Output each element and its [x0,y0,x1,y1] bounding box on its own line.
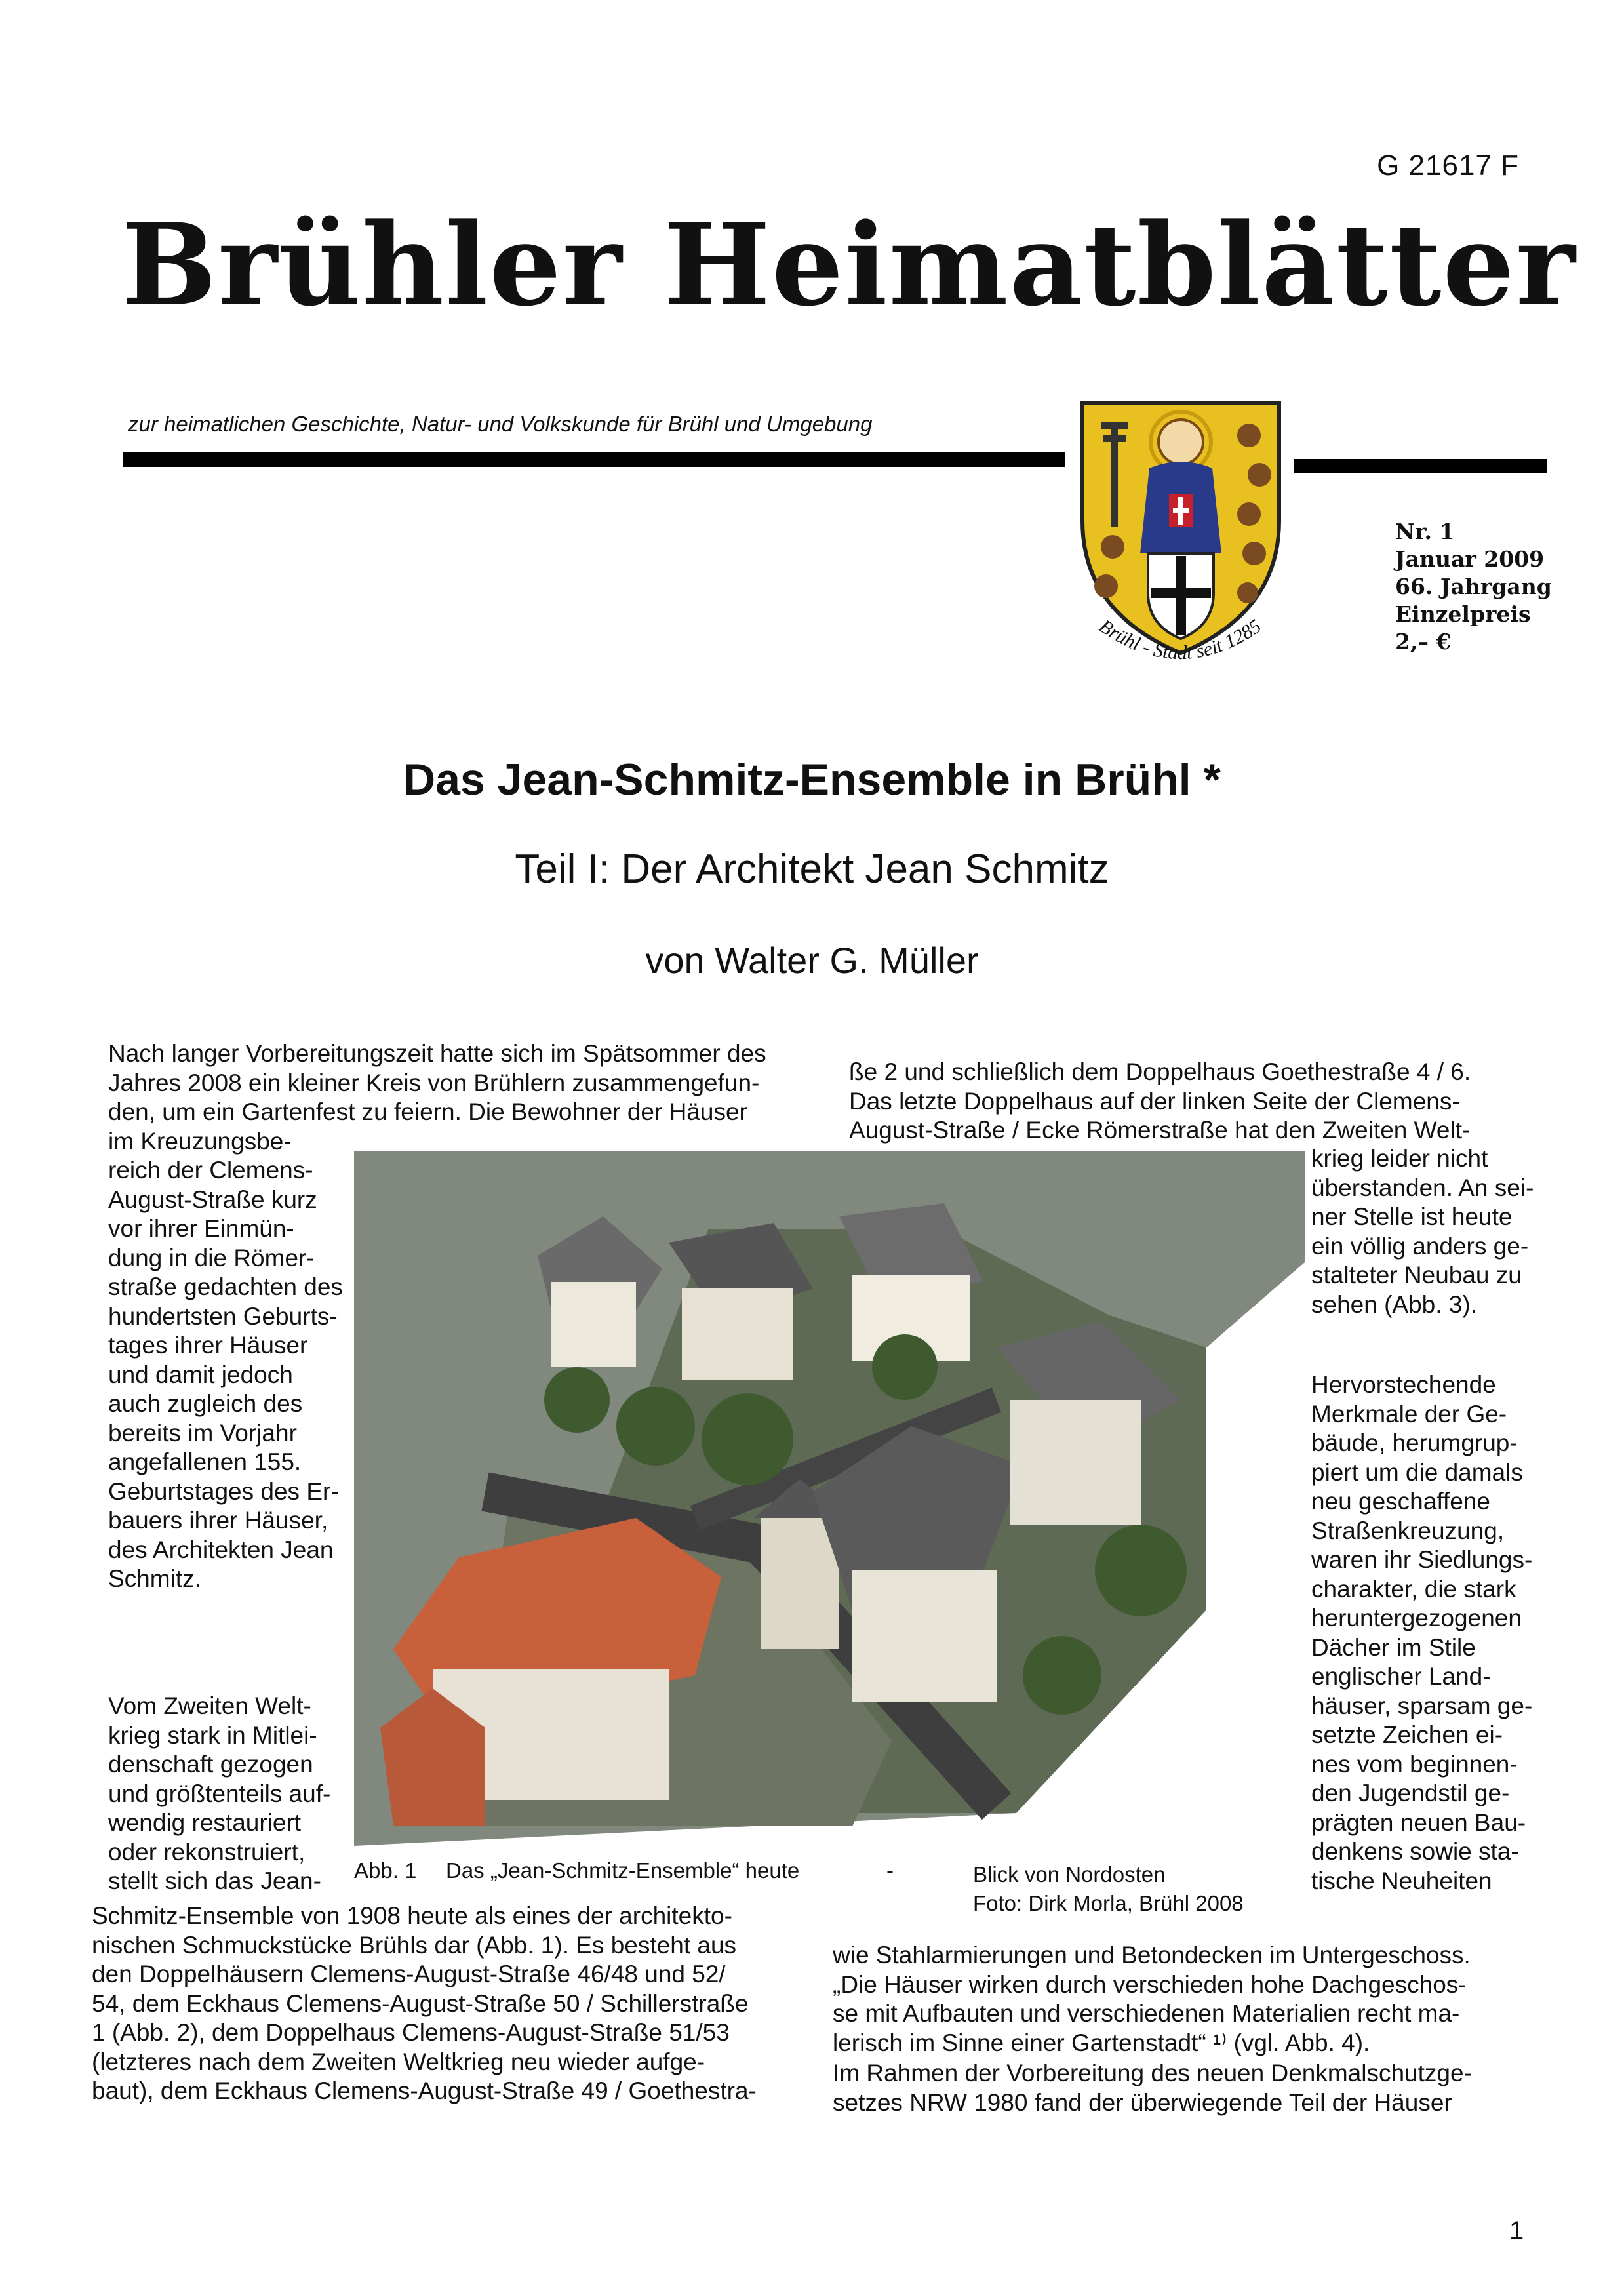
text-line: heruntergezogenen [1311,1605,1522,1631]
text-line: denschaft gezogen [108,1751,313,1778]
text-line: Im Rahmen der Vorbereitung des neuen Denkmalschutzge- [833,2060,1472,2086]
masthead-subtitle: zur heimatlichen Geschichte, Natur- und Volkskunde für Brühl und Umgebung [128,412,873,436]
text-line: Das letzte Doppelhaus auf der linken Seite der Clemens- [849,1087,1460,1115]
masthead-title: Brühler Heimatblätter [121,198,1577,331]
text-line: auch zugleich des [108,1390,303,1417]
text-line: krieg leider nicht [1311,1145,1488,1172]
text-line: denkens sowie sta- [1311,1838,1519,1865]
text-line: englischer Land- [1311,1663,1491,1690]
crest-motto [1075,603,1285,682]
text-line: wie Stahlarmierungen und Betondecken im Untergeschoss. [833,1942,1471,1968]
text-line: den Doppelhäusern Clemens-August-Straße 46/48 und 52/ [92,1961,726,1987]
header-rule-left [123,452,1065,467]
text-line: setzes NRW 1980 fand der überwiegende Teil der Häuser [833,2088,1452,2116]
text-line: waren ihr Siedlungs- [1311,1546,1533,1573]
text-line: lerisch im Sinne einer Gartenstadt“ ¹⁾ (vgl. Abb. 4). [833,2029,1370,2056]
price-label: Einzelpreis [1395,601,1531,627]
text-line: se mit Aufbauten und verschiedenen Materialien recht ma- [833,2000,1460,2027]
text-line: „Die Häuser wirken durch verschieden hohe Dachgeschos- [833,1970,1467,1998]
aerial-photo [354,1151,1305,1846]
text-line: ein völlig anders ge- [1311,1232,1529,1260]
issue-number: Nr. 1 [1395,519,1455,544]
article-title: Das Jean-Schmitz-Ensemble in Brühl * [403,755,1221,805]
text-line: bauers ihrer Häuser, [108,1507,328,1534]
text-line: August-Straße kurz [108,1186,317,1213]
text-line: den Jugendstil ge- [1311,1780,1510,1806]
text-line: Nach langer Vorbereitungszeit hatte sich im Spätsommer des [108,1040,766,1067]
issue-date: Januar 2009 [1395,546,1545,572]
text-line: hundertsten Geburts- [108,1302,338,1330]
text-line: vor ihrer Einmün- [108,1215,294,1242]
postal-code: G 21617 F [1377,150,1519,182]
text-line: krieg stark in Mitlei- [108,1721,317,1749]
text-line: Jahres 2008 ein kleiner Kreis von Brühlern zusammengefun- [108,1069,760,1096]
price-value: 2,– € [1395,629,1452,654]
header-rule-right [1294,459,1547,473]
figure-caption: Das „Jean-Schmitz-Ensemble“ heute [446,1858,800,1883]
figure-credit: Foto: Dirk Morla, Brühl 2008 [973,1891,1244,1915]
text-line: überstanden. An sei- [1311,1174,1534,1201]
text-line: des Architekten Jean [108,1536,334,1563]
text-line: sehen (Abb. 3). [1311,1290,1477,1318]
text-line: bereits im Vorjahr [108,1419,297,1447]
text-line: baut), dem Eckhaus Clemens-August-Straße 49 / Goethestra- [92,2077,757,2104]
text-line: tages ihrer Häuser [108,1332,308,1359]
figure-view: Blick von Nordosten [973,1862,1166,1886]
page-number: 1 [1509,2216,1524,2245]
text-line: Geburtstages des Er- [108,1477,339,1505]
text-line: Merkmale der Ge- [1311,1400,1507,1427]
text-line: reich der Clemens- [108,1157,313,1184]
text-line: bäude, herumgrup- [1311,1429,1518,1456]
text-line: (letzteres nach dem Zweiten Weltkrieg neu wieder aufge- [92,2048,705,2075]
text-line: stellt sich das Jean- [108,1867,321,1894]
issue-volume: 66. Jahrgang [1395,574,1552,599]
text-line: ner Stelle ist heute [1311,1203,1513,1230]
text-line: häuser, sparsam ge- [1311,1692,1533,1719]
text-line: piert um die damals [1311,1458,1523,1486]
text-line: Dächer im Stile [1311,1633,1476,1661]
text-line: und größtenteils auf- [108,1780,331,1807]
text-line: angefallenen 155. [108,1448,302,1475]
text-line: prägten neuen Bau- [1311,1808,1526,1836]
issue-info [1395,518,1552,656]
text-line: tische Neuheiten [1311,1867,1492,1894]
svg-text:Brühl - Stadt seit 1285: Brühl - Stadt seit 1285 [1095,615,1265,664]
article-subtitle: Teil I: Der Architekt Jean Schmitz [515,847,1109,892]
text-line: neu geschaffene [1311,1488,1490,1515]
text-line: setzte Zeichen ei- [1311,1721,1503,1748]
article-author: von Walter G. Müller [645,940,979,981]
figure-label: Abb. 1 [354,1858,417,1883]
figure-dash: - [886,1858,894,1883]
text-line: nischen Schmuckstücke Brühls dar (Abb. 1). Es besteht aus [92,1931,737,1959]
text-line: straße gedachten des [108,1273,343,1300]
text-line: den, um ein Gartenfest zu feiern. Die Bewohner der Häuser [108,1098,747,1125]
text-line: 54, dem Eckhaus Clemens-August-Straße 50 / Schillerstraße [92,1989,749,2017]
text-line: charakter, die stark [1311,1575,1516,1603]
text-line: stalteter Neubau zu [1311,1262,1522,1288]
text-line: und damit jedoch [108,1361,293,1388]
text-line: oder rekonstruiert, [108,1838,306,1866]
text-line: Hervorstechende [1311,1371,1496,1398]
text-line: August-Straße / Ecke Römerstraße hat den Zweiten Welt- [849,1117,1471,1144]
text-line: dung in die Römer- [108,1244,315,1271]
text-line: Straßenkreuzung, [1311,1517,1505,1544]
text-line: Vom Zweiten Welt- [108,1692,311,1719]
text-line: Schmitz. [108,1565,201,1592]
text-line: im Kreuzungsbe- [108,1127,292,1155]
text-line: 1 (Abb. 2), dem Doppelhaus Clemens-August-Straße 51/53 [92,2019,730,2046]
text-line: wendig restauriert [108,1809,302,1836]
text-line: nes vom beginnen- [1311,1750,1518,1778]
text-line: Schmitz-Ensemble von 1908 heute als eines der architekto- [92,1902,732,1929]
text-line: ße 2 und schließlich dem Doppelhaus Goethestraße 4 / 6. [849,1058,1471,1085]
